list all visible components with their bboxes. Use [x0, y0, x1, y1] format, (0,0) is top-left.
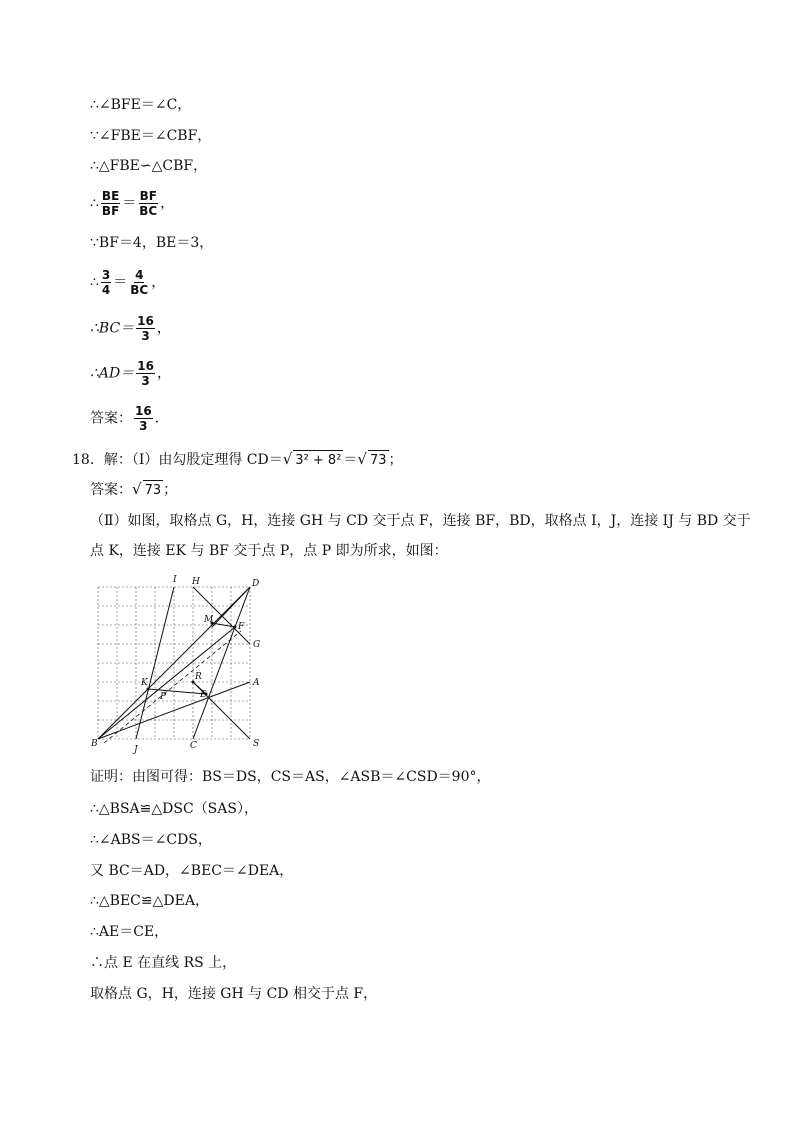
label-C: C: [190, 741, 197, 751]
dashed-line: [104, 631, 241, 743]
proof-line-fraction: [90, 189, 174, 218]
fraction: [101, 268, 111, 297]
label-F: F: [238, 622, 245, 632]
text: ；: [388, 452, 403, 468]
numerator: BE: [101, 189, 120, 203]
denominator: BC: [139, 204, 158, 218]
label-P: P: [160, 692, 167, 702]
text: 答案：: [90, 482, 132, 498]
answer-line: [90, 404, 169, 433]
label-H: H: [192, 577, 200, 587]
proof-line: 点 K，连接 EK 与 BF 交于点 P，点 P 即为所求，如图：: [90, 543, 448, 559]
proof-line: ∴∠BFE＝∠C，: [90, 97, 192, 113]
radical-sign: √: [357, 450, 367, 468]
grid-figure: [88, 572, 268, 757]
text: ，: [160, 195, 175, 212]
text: ∴AD＝: [90, 365, 135, 382]
problem-18-line: [72, 449, 403, 471]
fraction: [101, 189, 120, 218]
numerator: 16: [137, 359, 154, 373]
proof-line-fraction: [90, 359, 171, 388]
radicand: 73: [368, 450, 389, 471]
fraction: [136, 314, 155, 343]
numerator: BF: [139, 189, 157, 203]
denominator: 3: [141, 374, 150, 388]
fraction: [134, 404, 153, 433]
proof-line: 证明：由图可得：BS＝DS，CS＝AS，∠ASB＝∠CSD＝90°，: [90, 769, 491, 785]
text: ∴: [90, 195, 99, 212]
numerator: 3: [101, 268, 111, 282]
numerator: 16: [137, 314, 154, 328]
label-D: D: [252, 579, 260, 589]
proof-line: ∴△BEC≌△DEA，: [90, 893, 209, 909]
proof-line: ∴△BSA≌△DSC（SAS），: [90, 801, 258, 817]
denominator: 4: [101, 283, 111, 297]
label-J: J: [134, 745, 138, 755]
text: ∴: [90, 274, 99, 291]
text: ，: [156, 365, 171, 382]
label-B: B: [91, 739, 98, 749]
denominator: BF: [101, 204, 120, 218]
proof-line: ∵BF＝4，BE＝3，: [90, 235, 214, 251]
radical-sign: √: [282, 450, 293, 468]
text: ；: [163, 482, 178, 498]
fraction: [129, 268, 149, 297]
proof-line-fraction: [90, 268, 165, 297]
answer-line: [90, 479, 177, 501]
text: ，: [151, 274, 166, 291]
text: ＝: [113, 274, 128, 291]
proof-line: ∵∠FBE＝∠CBF，: [90, 128, 212, 144]
denominator: 3: [139, 419, 148, 433]
label-R: R: [195, 672, 202, 682]
proof-line: ∴点 E 在直线 RS 上，: [90, 955, 237, 971]
radical-sign: √: [132, 480, 142, 498]
label-S: S: [253, 739, 260, 749]
radicand: 73: [143, 480, 164, 501]
label-I: I: [173, 575, 177, 585]
text: ，: [156, 320, 171, 337]
text: ＝: [343, 452, 358, 468]
text: 18．解：（Ⅰ）由勾股定理得 CD＝: [72, 452, 283, 468]
label-E: E: [200, 690, 207, 700]
label-G: G: [253, 640, 261, 650]
proof-line: 取格点 G，H，连接 GH 与 CD 相交于点 F，: [90, 986, 378, 1002]
proof-line: ∴△FBE∽△CBF，: [90, 158, 208, 174]
fraction: [138, 189, 158, 218]
proof-line-fraction: [90, 314, 171, 343]
proof-line: ∴AE＝CE，: [90, 924, 169, 940]
proof-line: 又 BC＝AD，∠BEC＝∠DEA，: [90, 863, 294, 879]
denominator: 3: [141, 329, 150, 343]
text: ．: [154, 410, 169, 427]
text: 答案：: [90, 410, 132, 427]
radicand: 3² + 8²: [293, 450, 343, 471]
label-A: A: [253, 678, 260, 688]
denominator: BC: [130, 283, 149, 297]
proof-line: （Ⅱ）如图，取格点 G，H，连接 GH 与 CD 交于点 F，连接 BF，BD，取格点 I，J，连接 IJ 与 BD 交于: [90, 513, 751, 529]
numerator: 4: [135, 268, 144, 282]
numerator: 16: [135, 404, 152, 418]
text: ∴BC＝: [90, 320, 135, 337]
text: ＝: [122, 195, 137, 212]
fraction: [136, 359, 155, 388]
label-M: M: [204, 615, 214, 625]
label-K: K: [141, 678, 148, 688]
proof-line: ∴∠ABS＝∠CDS，: [90, 832, 212, 848]
